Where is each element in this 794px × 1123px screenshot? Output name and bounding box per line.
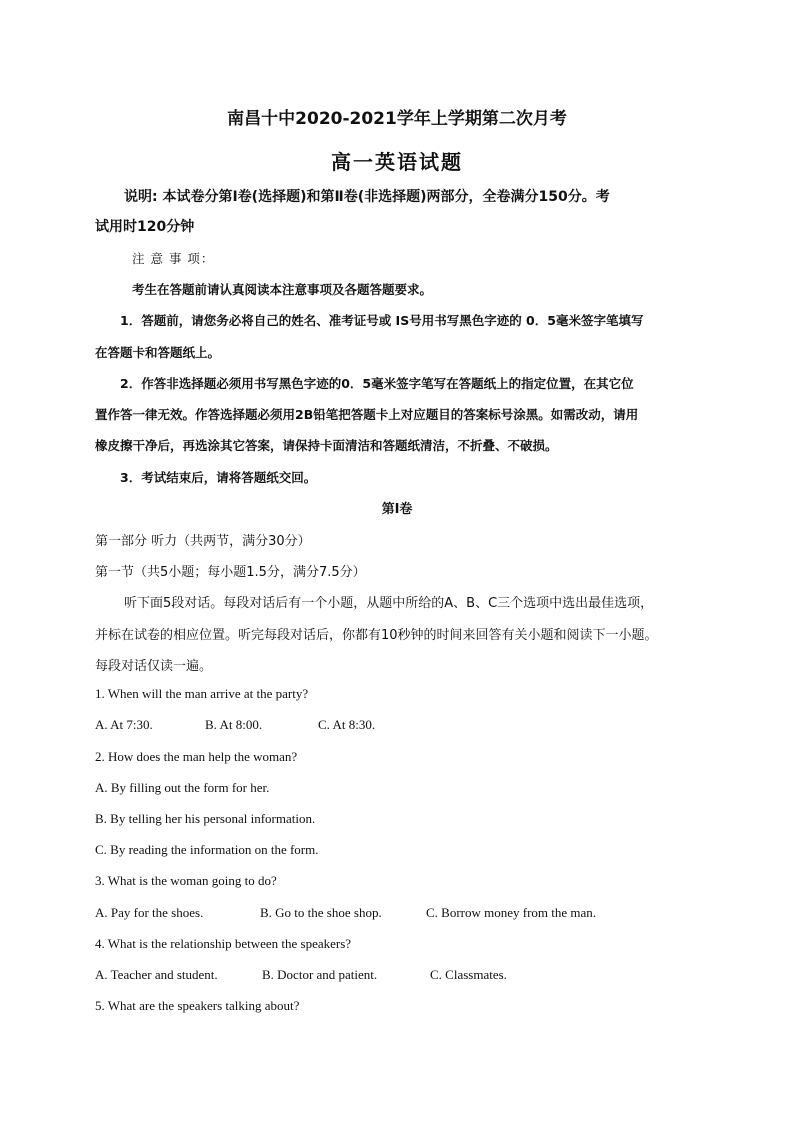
answer-option: B. By telling her his personal information. <box>95 811 316 826</box>
answer-option: C. At 8:30. <box>318 717 376 732</box>
notice-item-2-line-1: 2．作答非选择题必须用书写黑色字迹的0．5毫米签字笔写在答题纸上的指定位置，在其它位 <box>120 376 634 391</box>
answer-option: C. Borrow money from the man. <box>426 905 597 920</box>
question-stem: 5. What are the speakers talking about? <box>95 998 300 1013</box>
intro-line-1: 说明: 本试卷分第Ⅰ卷(选择题)和第Ⅱ卷(非选择题)两部分，全卷满分150分。考 <box>124 189 610 205</box>
volume-heading: 第Ⅰ卷 <box>381 502 413 517</box>
section-one-heading: 第一节（共5小题；每小题1.5分，满分7.5分） <box>95 565 366 580</box>
notice-lead: 考生在答题前请认真阅读本注意事项及各题答题要求。 <box>132 282 433 297</box>
answer-option: A. By filling out the form for her. <box>95 780 270 795</box>
notice-item-1-line-2: 在答题卡和答题纸上。 <box>95 345 221 360</box>
part-one-heading: 第一部分 听力（共两节，满分30分） <box>95 534 311 549</box>
question-stem: 3. What is the woman going to do? <box>95 873 277 888</box>
answer-option: B. At 8:00. <box>205 717 263 732</box>
question-stem: 4. What is the relationship between the speakers? <box>95 936 352 951</box>
notice-heading: 注 意 事 项： <box>132 251 215 266</box>
question-stem: 1. When will the man arrive at the party? <box>95 686 309 701</box>
answer-option: B. Doctor and patient. <box>262 967 378 982</box>
notice-item-2-line-3: 橡皮擦干净后，再选涂其它答案，请保持卡面清洁和答题纸清洁，不折叠、不破损。 <box>95 438 558 453</box>
answer-option: A. Teacher and student. <box>95 967 218 982</box>
answer-option: C. By reading the information on the form. <box>95 842 319 857</box>
answer-option: A. Pay for the shoes. <box>95 905 204 920</box>
notice-item-1-line-1: 1．答题前，请您务必将自己的姓名、准考证号或 IS号用书写黑色字迹的 0．5毫米签字笔填写 <box>120 313 644 328</box>
answer-option: B. Go to the shoe shop. <box>260 905 382 920</box>
directions-line-3: 每段对话仅读一遍。 <box>95 659 213 674</box>
directions-line-1: 听下面5段对话。每段对话后有一个小题，从题中所给的A、B、C三个选项中选出最佳选项， <box>124 596 654 611</box>
exam-title: 南昌十中2020-2021学年上学期第二次月考 <box>227 109 567 129</box>
exam-subtitle: 高一英语试题 <box>331 150 463 174</box>
answer-option: C. Classmates. <box>430 967 507 982</box>
intro-line-2: 试用时120分钟 <box>95 219 195 235</box>
directions-line-2: 并标在试卷的相应位置。听完每段对话后，你都有10秒钟的时间来回答有关小题和阅读下一小题。 <box>95 628 658 643</box>
notice-item-2-line-2: 置作答一律无效。作答选择题必须用2B铅笔把答题卡上对应题目的答案标号涂黑。如需改动，请用 <box>95 407 639 422</box>
question-stem: 2. How does the man help the woman? <box>95 749 298 764</box>
notice-item-3: 3．考试结束后，请将答题纸交回。 <box>120 470 317 485</box>
answer-option: A. At 7:30. <box>95 717 153 732</box>
